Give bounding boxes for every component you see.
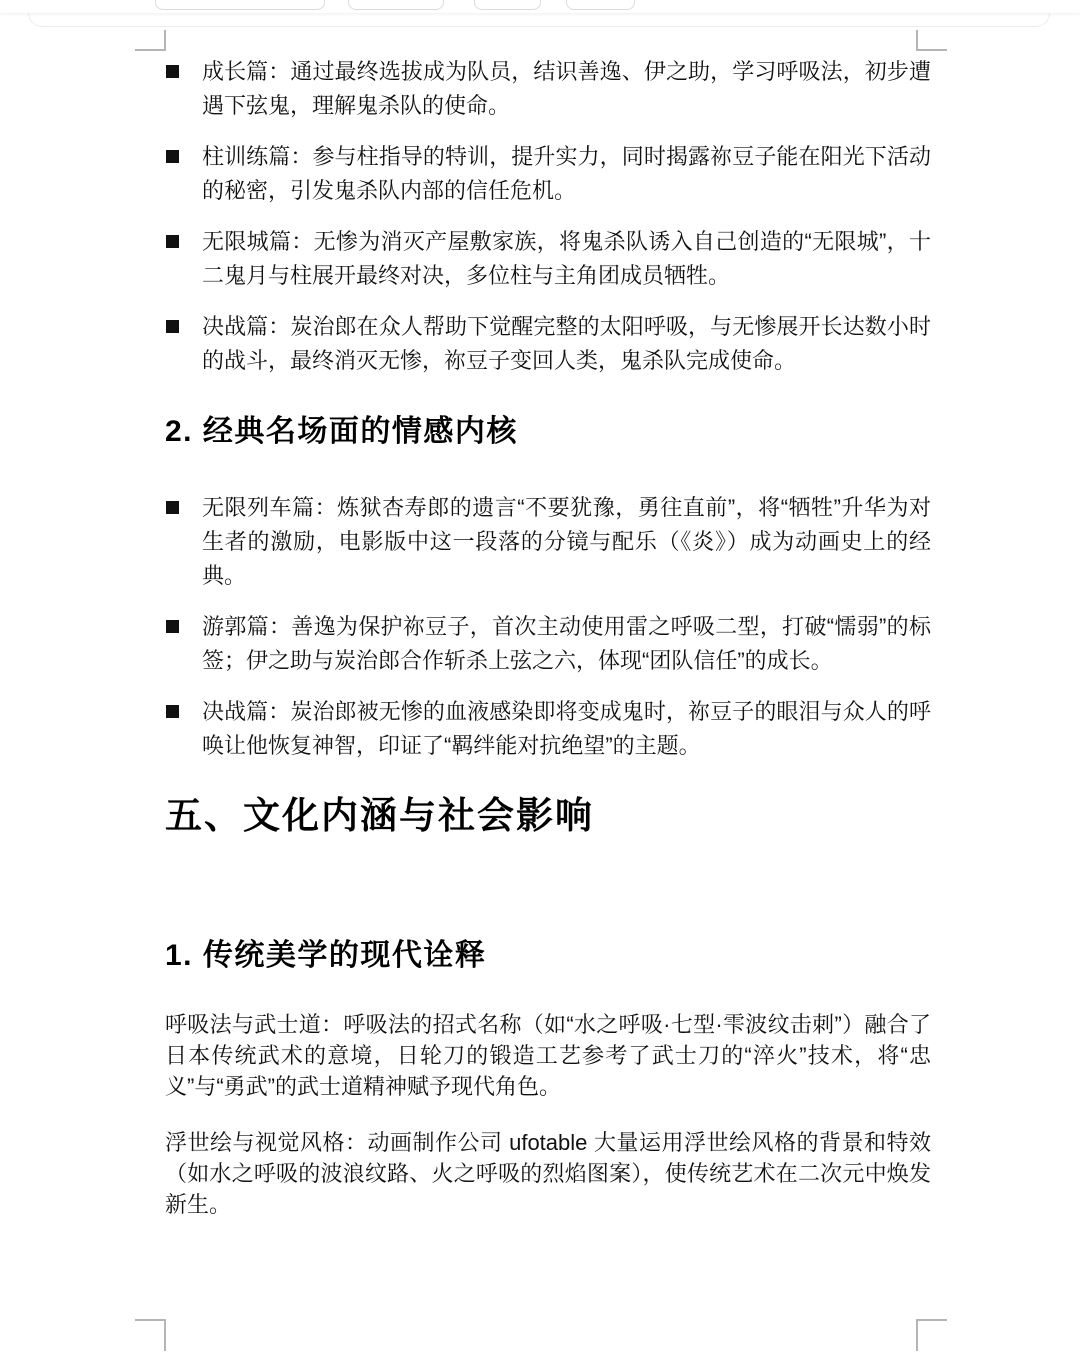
list-item <box>165 610 931 678</box>
list-item-text: 成长篇：通过最终选拔成为队员，结识善逸、伊之助，学习呼吸法，初步遭遇下弦鬼，理解鬼杀队的使命。 <box>202 59 931 118</box>
classic-scenes-bullet-list <box>165 491 931 763</box>
heading-classic-scenes: 2. 经典名场面的情感内核 <box>165 415 518 448</box>
toolbar-button-2[interactable] <box>348 0 444 10</box>
bullet-square-icon <box>166 65 179 78</box>
crop-mark-top-left <box>135 30 166 51</box>
list-item-text: 柱训练篇：参与柱指导的特训，提升实力，同时揭露祢豆子能在阳光下活动的秘密，引发鬼杀队内部的信任危机。 <box>202 144 931 203</box>
list-item <box>165 310 931 378</box>
bullet-square-icon <box>166 501 179 514</box>
bullet-square-icon <box>166 150 179 163</box>
list-item-text: 无限城篇：无惨为消灭产屋敷家族，将鬼杀队诱入自己创造的“无限城”，十二鬼月与柱展开最终对决，多位柱与主角团成员牺牲。 <box>202 229 931 288</box>
list-item-text: 无限列车篇：炼狱杏寿郎的遗言“不要犹豫，勇往直前”，将“牺牲”升华为对生者的激励，电影版中这一段落的分镜与配乐（《炎》）成为动画史上的经典。 <box>202 495 931 588</box>
document-page <box>165 55 931 1245</box>
list-item <box>165 491 931 593</box>
story-arc-bullet-list <box>165 55 931 378</box>
toolbar-button-1[interactable] <box>155 0 325 10</box>
bullet-square-icon <box>166 235 179 248</box>
paragraph-ukiyoe-style: 浮世绘与视觉风格：动画制作公司 ufotable 大量运用浮世绘风格的背景和特效（如水之呼吸的波浪纹路、火之呼吸的烈焰图案），使传统艺术在二次元中焕发新生。 <box>165 1130 931 1217</box>
crop-mark-top-right <box>916 30 947 51</box>
list-item <box>165 55 931 123</box>
bullet-square-icon <box>166 620 179 633</box>
list-item <box>165 695 931 763</box>
list-item <box>165 225 931 293</box>
toolbar-button-3[interactable] <box>474 0 541 10</box>
toolbar-button-4[interactable] <box>566 0 635 10</box>
paragraph-breathing-bushido: 呼吸法与武士道：呼吸法的招式名称（如“水之呼吸·七型·雫波纹击刺”）融合了日本传统武术的意境，日轮刀的锻造工艺参考了武士刀的“淬火”技术，将“忠义”与“勇武”的武士道精神赋予现代角色。 <box>165 1012 931 1099</box>
toolbar <box>0 0 1080 13</box>
crop-mark-bottom-right <box>916 1319 947 1351</box>
list-item-text: 游郭篇：善逸为保护祢豆子，首次主动使用雷之呼吸二型，打破“懦弱”的标签；伊之助与炭治郎合作斩杀上弦之六，体现“团队信任”的成长。 <box>202 614 931 673</box>
list-item <box>165 140 931 208</box>
bullet-square-icon <box>166 705 179 718</box>
heading-traditional-aesthetics: 1. 传统美学的现代诠释 <box>165 939 487 972</box>
crop-mark-bottom-left <box>135 1319 166 1351</box>
list-item-text: 决战篇：炭治郎在众人帮助下觉醒完整的太阳呼吸，与无惨展开长达数小时的战斗，最终消灭无惨，祢豆子变回人类，鬼杀队完成使命。 <box>202 314 931 373</box>
bullet-square-icon <box>166 320 179 333</box>
list-item-text: 决战篇：炭治郎被无惨的血液感染即将变成鬼时，祢豆子的眼泪与众人的呼唤让他恢复神智，印证了“羁绊能对抗绝望”的主题。 <box>202 699 931 758</box>
heading-culture-society: 五、文化内涵与社会影响 <box>165 795 594 836</box>
